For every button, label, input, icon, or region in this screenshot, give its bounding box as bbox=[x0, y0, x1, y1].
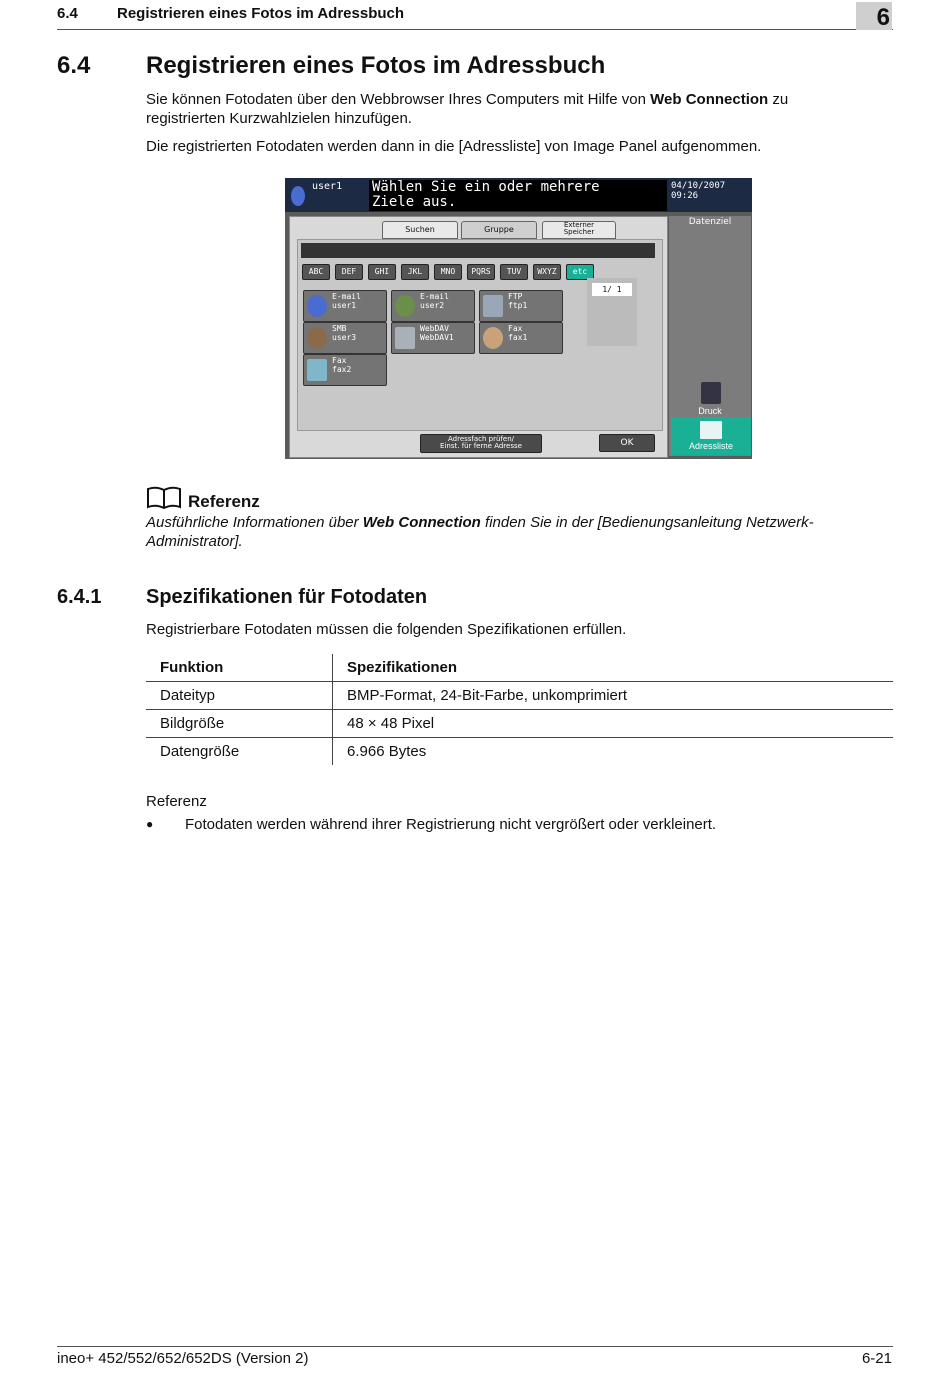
destination-type: FTP bbox=[508, 292, 523, 301]
control-panel-screenshot bbox=[285, 178, 752, 459]
destination-user2[interactable] bbox=[391, 290, 475, 322]
subheading-title: Spezifikationen für Fotodaten bbox=[146, 586, 428, 608]
reference-web-connection: Web Connection bbox=[362, 514, 481, 531]
index-wxyz[interactable]: WXYZ bbox=[533, 264, 561, 280]
address-list-icon bbox=[700, 421, 722, 439]
ok-button[interactable]: OK bbox=[599, 434, 655, 452]
reference-title: Referenz bbox=[188, 492, 260, 511]
intro-web-connection: Web Connection bbox=[650, 91, 769, 108]
destination-type: Fax bbox=[332, 356, 347, 365]
address-list-area bbox=[297, 239, 663, 431]
bullet-icon: ● bbox=[146, 817, 154, 831]
destination-name: ftp1 bbox=[508, 301, 528, 310]
destination-user3[interactable] bbox=[303, 322, 387, 354]
index-tuv[interactable]: TUV bbox=[500, 264, 528, 280]
heading-section-number: 6.4 bbox=[57, 52, 91, 79]
user-icon bbox=[291, 186, 305, 206]
header-divider bbox=[57, 29, 893, 30]
person-icon bbox=[307, 327, 327, 349]
running-header-section-number: 6.4 bbox=[57, 5, 78, 22]
intro-paragraph-2: Die registrierten Fotodaten werden dann in die [Adressliste] von Image Panel aufgenommen. bbox=[146, 138, 762, 155]
side-label: Datenziel bbox=[688, 217, 732, 227]
table-row bbox=[146, 738, 893, 766]
reference-text-c: Administrator]. bbox=[146, 533, 243, 550]
destination-fax2[interactable] bbox=[303, 354, 387, 386]
destination-type: Fax bbox=[508, 324, 523, 333]
destination-type: SMB bbox=[332, 324, 347, 333]
note-item: Fotodaten werden während ihrer Registrierung nicht vergrößert oder verkleinert. bbox=[185, 816, 717, 833]
subheading-number: 6.4.1 bbox=[57, 586, 102, 608]
server-icon bbox=[483, 295, 503, 317]
table-row bbox=[146, 682, 893, 710]
footer-page-number: 6-21 bbox=[861, 1350, 892, 1367]
spec-intro: Registrierbare Fotodaten müssen die folgenden Spezifikationen erfüllen. bbox=[146, 621, 627, 638]
table-header-row bbox=[146, 654, 893, 682]
table-cell: 6.966 Bytes bbox=[333, 738, 894, 766]
panel-message-line-2: Ziele aus. bbox=[372, 194, 457, 210]
destination-type: E-mail bbox=[420, 292, 449, 301]
person-icon bbox=[483, 327, 503, 349]
reference-text-a: Ausführliche Informationen über bbox=[146, 514, 359, 531]
chapter-tab: 6 bbox=[856, 2, 892, 30]
table-cell: Bildgröße bbox=[146, 710, 333, 738]
side-druck[interactable]: Druck bbox=[698, 406, 722, 416]
printer-icon bbox=[701, 382, 721, 404]
table-row bbox=[146, 710, 893, 738]
tab-external-line-1: Externer bbox=[564, 221, 594, 229]
intro-text-b: zu bbox=[772, 91, 789, 108]
index-etc[interactable]: etc bbox=[566, 264, 594, 280]
destination-name: user1 bbox=[332, 301, 357, 310]
panel-message bbox=[369, 180, 667, 211]
destination-type: E-mail bbox=[332, 292, 361, 301]
person-icon bbox=[395, 295, 415, 317]
table-cell: BMP-Format, 24-Bit-Farbe, unkomprimiert bbox=[333, 682, 894, 710]
intro-paragraph-1 bbox=[146, 90, 866, 128]
index-abc[interactable]: ABC bbox=[302, 264, 330, 280]
table-cell: Datengröße bbox=[146, 738, 333, 766]
tab-externer-speicher[interactable] bbox=[542, 221, 616, 239]
page-number: 1/ 1 bbox=[592, 283, 632, 296]
page-indicator bbox=[587, 278, 637, 346]
reference-text bbox=[146, 513, 886, 551]
footer-divider bbox=[57, 1346, 893, 1347]
destination-name: fax2 bbox=[332, 365, 352, 374]
destination-name: user2 bbox=[420, 301, 445, 310]
spec-table bbox=[146, 654, 893, 765]
table-header-spezifikationen: Spezifikationen bbox=[347, 659, 458, 676]
destination-name: user3 bbox=[332, 333, 357, 342]
note-title: Referenz bbox=[146, 793, 207, 810]
fax-machine-icon bbox=[307, 359, 327, 381]
destination-name: fax1 bbox=[508, 333, 528, 342]
check-address-box-button[interactable] bbox=[420, 434, 542, 453]
table-cell: Dateityp bbox=[146, 682, 333, 710]
index-ghi[interactable]: GHI bbox=[368, 264, 396, 280]
book-icon bbox=[146, 486, 182, 510]
search-bar[interactable] bbox=[301, 243, 655, 258]
panel-side-bar bbox=[669, 216, 751, 456]
destination-webdav1[interactable] bbox=[391, 322, 475, 354]
current-user: user1 bbox=[312, 181, 343, 192]
footer-product: ineo+ 452/552/652/652DS (Version 2) bbox=[57, 1350, 309, 1367]
table-cell: 48 × 48 Pixel bbox=[333, 710, 894, 738]
panel-datetime: 04/10/2007 09:26 bbox=[671, 181, 726, 201]
index-jkl[interactable]: JKL bbox=[401, 264, 429, 280]
running-header-title: Registrieren eines Fotos im Adressbuch bbox=[117, 5, 405, 22]
panel-title-bar bbox=[285, 178, 752, 212]
check-button-line-2: Einst. für ferne Adresse bbox=[440, 442, 522, 450]
adressliste-label: Adressliste bbox=[688, 441, 733, 451]
tab-suchen[interactable]: Suchen bbox=[382, 221, 458, 239]
reference-text-b: finden Sie in der [Bedienungsanleitung Netzwerk- bbox=[485, 514, 814, 531]
destination-fax1[interactable] bbox=[479, 322, 563, 354]
building-icon bbox=[395, 327, 415, 349]
destination-type: WebDAV bbox=[420, 324, 449, 333]
intro-text-c: registrierten Kurzwahlzielen hinzufügen. bbox=[146, 110, 412, 127]
destination-name: WebDAV1 bbox=[420, 333, 454, 342]
index-mno[interactable]: MNO bbox=[434, 264, 462, 280]
index-def[interactable]: DEF bbox=[335, 264, 363, 280]
person-icon bbox=[307, 295, 327, 317]
check-button-line-1: Adressfach prüfen/ bbox=[447, 435, 515, 443]
destination-ftp1[interactable] bbox=[479, 290, 563, 322]
side-adressliste[interactable] bbox=[671, 417, 751, 455]
panel-main-area bbox=[289, 216, 668, 458]
tab-external-line-2: Speicher bbox=[563, 228, 595, 236]
table-header-funktion: Funktion bbox=[146, 654, 333, 682]
destination-user1[interactable] bbox=[303, 290, 387, 322]
panel-message-line-1: Wählen Sie ein oder mehrere bbox=[372, 179, 600, 195]
index-pqrs[interactable]: PQRS bbox=[467, 264, 495, 280]
intro-text-a: Sie können Fotodaten über den Webbrowser Ihres Computers mit Hilfe von bbox=[146, 91, 646, 108]
tab-gruppe[interactable]: Gruppe bbox=[461, 221, 537, 239]
page-title: Registrieren eines Fotos im Adressbuch bbox=[146, 52, 606, 79]
